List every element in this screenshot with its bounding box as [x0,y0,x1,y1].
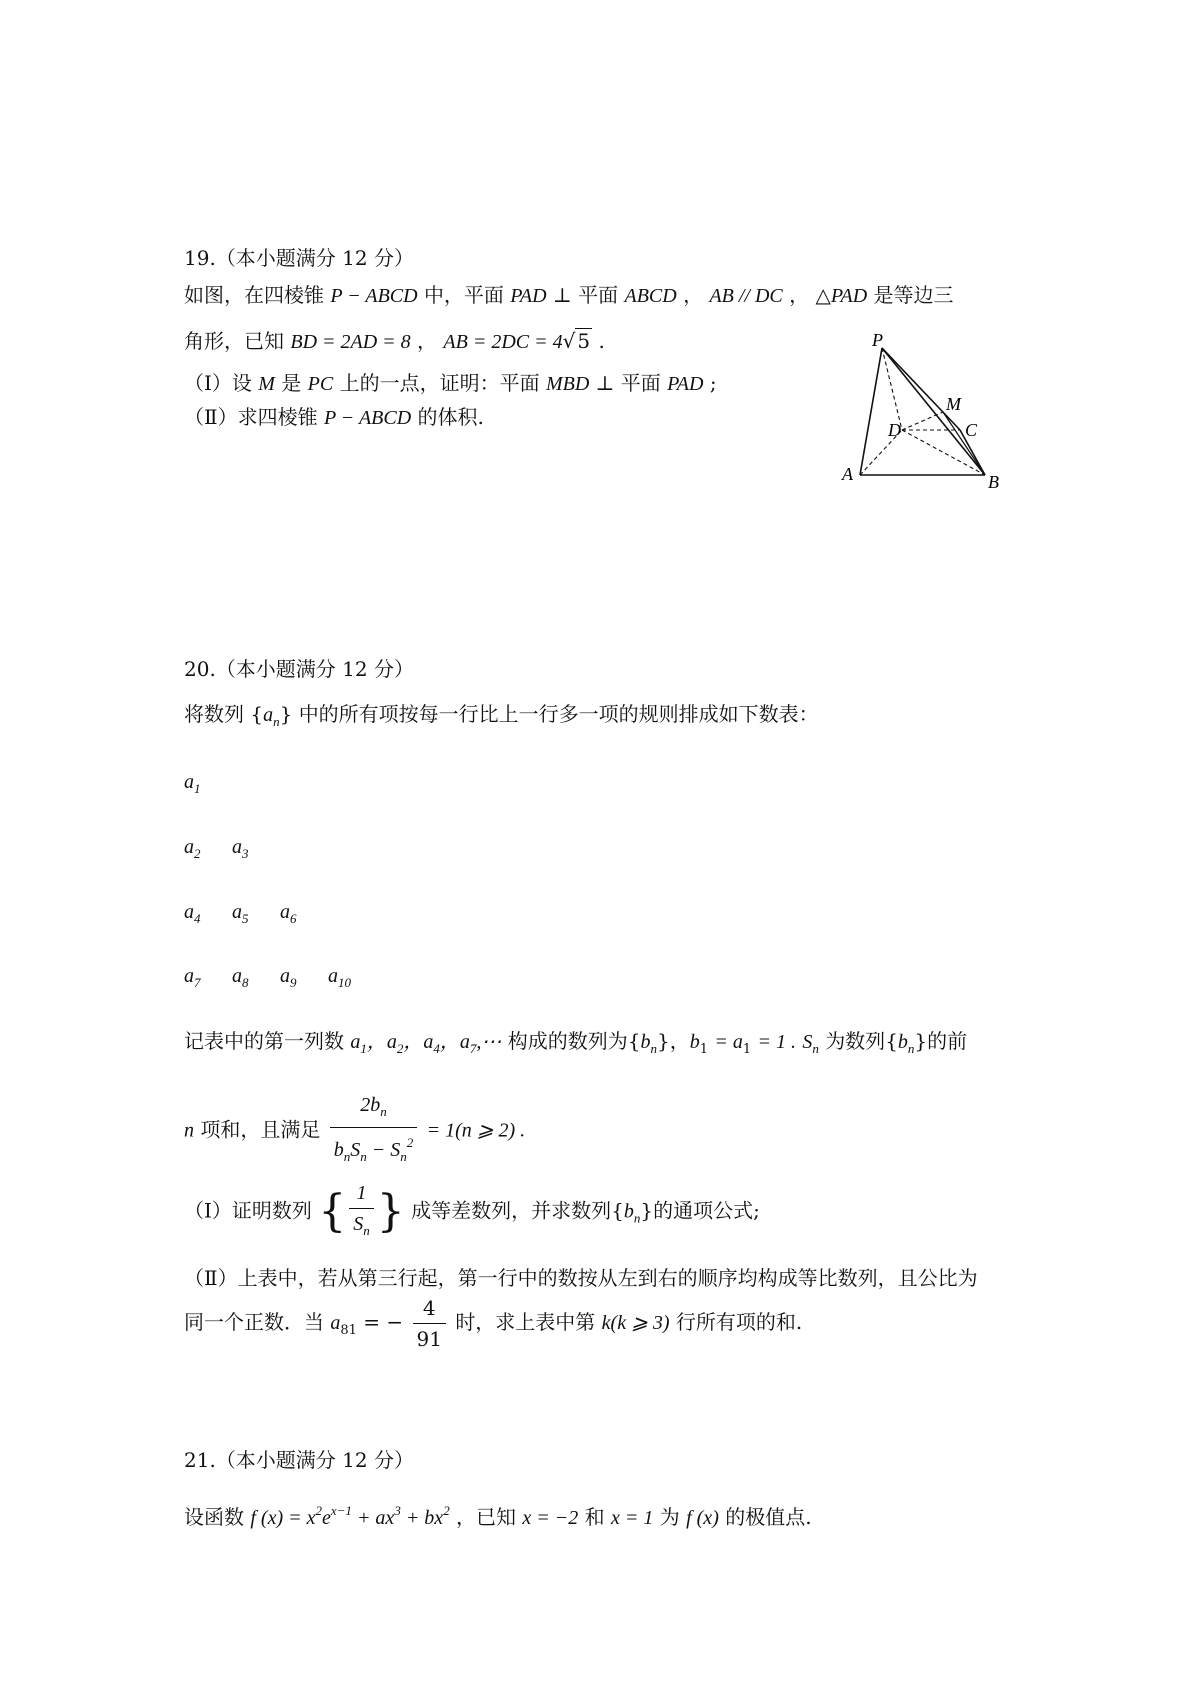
math: = a [714,1031,743,1053]
table-cell: $a_1$ [184,771,201,796]
text: 为数列 [825,1029,886,1053]
pyramid-figure [820,330,1020,490]
table-cell: $a_9$ [280,965,297,990]
text: （Ⅰ）证明数列 [184,1198,312,1223]
fraction: $\frac{2b_n}{b_nS_n - S_n^2}$ [330,1092,418,1170]
brace: } [376,1186,405,1237]
text: 平面 [620,371,661,395]
q20-part2-line1: （Ⅱ）上表中，若从第三行起，第一行中的数按从左到右的顺序均构成等比数列，且公比为 [184,1266,978,1290]
q19-statement-line2: 角形，已知 BD = 2AD = 8 ， AB = 2DC = 4√ 5 . [184,329,605,353]
math: f (x) [686,1507,719,1529]
label-a: A [842,464,853,484]
math: M [258,373,275,395]
q20-intro [184,700,819,736]
math: AB // DC [709,285,783,307]
label-c: C [965,420,978,440]
sqrt-sign: √ [562,329,576,353]
math: BD = 2AD = 8 [290,331,411,353]
text: ，已知 [456,1505,517,1529]
text: 将数列 [184,702,244,726]
label-d: D [888,420,901,440]
q19-part2 [184,403,484,432]
math: ABCD [624,285,677,307]
q21-statement [184,1497,812,1532]
symbol: ⊥ [552,283,572,307]
text: 项和，且满足 [200,1117,321,1142]
math: k(k ⩾ 3) [601,1312,670,1334]
math: = 1(n ⩾ 2) . [426,1119,526,1142]
math: PAD [510,285,547,307]
text: 是 [281,371,302,395]
subscript: n [273,714,280,729]
q21-header: 21.（本小题满分 12 分） [184,1448,414,1472]
sqrt-value: 5 [577,329,591,353]
text: ， [683,283,704,307]
q20-header: 20.（本小题满分 12 分） [184,657,414,681]
math: x = 1 [611,1507,654,1529]
text: 的体积. [417,405,484,429]
text: 的极值点. [725,1505,812,1529]
table-cell: $a_{10}$ [328,965,351,990]
brace: { [250,702,264,726]
text: ， [417,329,438,353]
table-cell: $a_4$ [184,901,201,926]
text: （Ⅱ）求四棱锥 [184,405,318,429]
q19-header: 19.（本小题满分 12 分） [184,246,414,270]
table-cell: $a_5$ [232,901,249,926]
text: 上的一点，证明：平面 [339,371,540,395]
text: 如图，在四棱锥 [184,283,324,307]
table-cell: $a_6$ [280,901,297,926]
text: （Ⅰ）设 [184,371,252,395]
text: 构成的数列为 [507,1029,628,1053]
math: a [263,704,274,726]
q20-part1: （Ⅰ）证明数列 { $\frac{1}{S_n}$ } 成等差数列，并求数列$\{b_n\}$的通项公式; [184,1180,760,1249]
math: P − ABCD [330,285,418,307]
q19-statement-line1 [184,281,954,310]
math: PC [307,373,334,395]
math: PAD [667,373,704,395]
text: 记表中的第一列数 [184,1029,344,1053]
table-cell: $a_8$ [232,965,249,990]
math: AB = 2DC = 4 [443,331,563,353]
q20-recurrence: 记表中的第一列数 $a_1$，$a_2$，$a_4$，$a_7,\cdots$ 构成的数列为$\{b_n\}$，$b_1 = a_1 = 1$ . $S_n$ 为数列$\{b_n\}$的前 [184,1029,968,1057]
table-cell: $a_7$ [184,965,201,990]
math: = 1 . [757,1031,796,1053]
label-b: B [988,472,999,490]
math: △PAD [815,285,868,307]
q20-part2-line2: 同一个正数．当 $a_{81}$ = − $\frac{4}{91}$ 时，求上表中第 k(k ⩾ 3) 行所有项的和. [184,1296,803,1351]
text: 中的所有项按每一行比上一行多一项的规则排成如下数表： [298,702,819,726]
q20-condition: n 项和，且满足 $\frac{2b_n}{b_nS_n - S_n^2}$ = 1(n ⩾ 2) . [184,1092,525,1170]
brace: { [318,1186,347,1237]
text: 设函数 [184,1505,244,1529]
label-p: P [872,330,883,350]
text: 角形，已知 [184,329,284,353]
text: 时，求上表中第 [455,1310,596,1334]
math: MBD [545,373,590,395]
text: 成等差数列，并求数列 [411,1198,612,1223]
text: 行所有项的和. [675,1310,803,1334]
fraction: $\frac{4}{91}$ [413,1295,446,1352]
brace: } [279,702,293,726]
math: x = −2 [522,1507,579,1529]
math: f $(x) = x^2e^{x-1} + ax^3 + bx^2$ [250,1503,450,1529]
math: P − ABCD [323,407,412,429]
math: $a_1$，$a_2$，$a_4$，$a_7,\cdots$ [350,1031,502,1056]
text: 是等边三 [873,283,954,307]
symbol: ⊥ [595,371,615,395]
text: 为 [659,1505,680,1529]
text: 和 [584,1505,605,1529]
text: 同一个正数．当 [184,1310,324,1334]
q19-part1: （Ⅰ）设 M 是 PC 上的一点，证明：平面 MBD ⊥ 平面 PAD ; [184,371,717,395]
table-cell: $a_3$ [232,836,249,861]
label-m: M [946,394,961,414]
text: ， [789,283,810,307]
table-cell: $a_2$ [184,836,201,861]
fraction: $\frac{1}{S_n}$ [349,1180,374,1244]
text: 平面 [578,283,619,307]
text: 中，平面 [423,283,504,307]
